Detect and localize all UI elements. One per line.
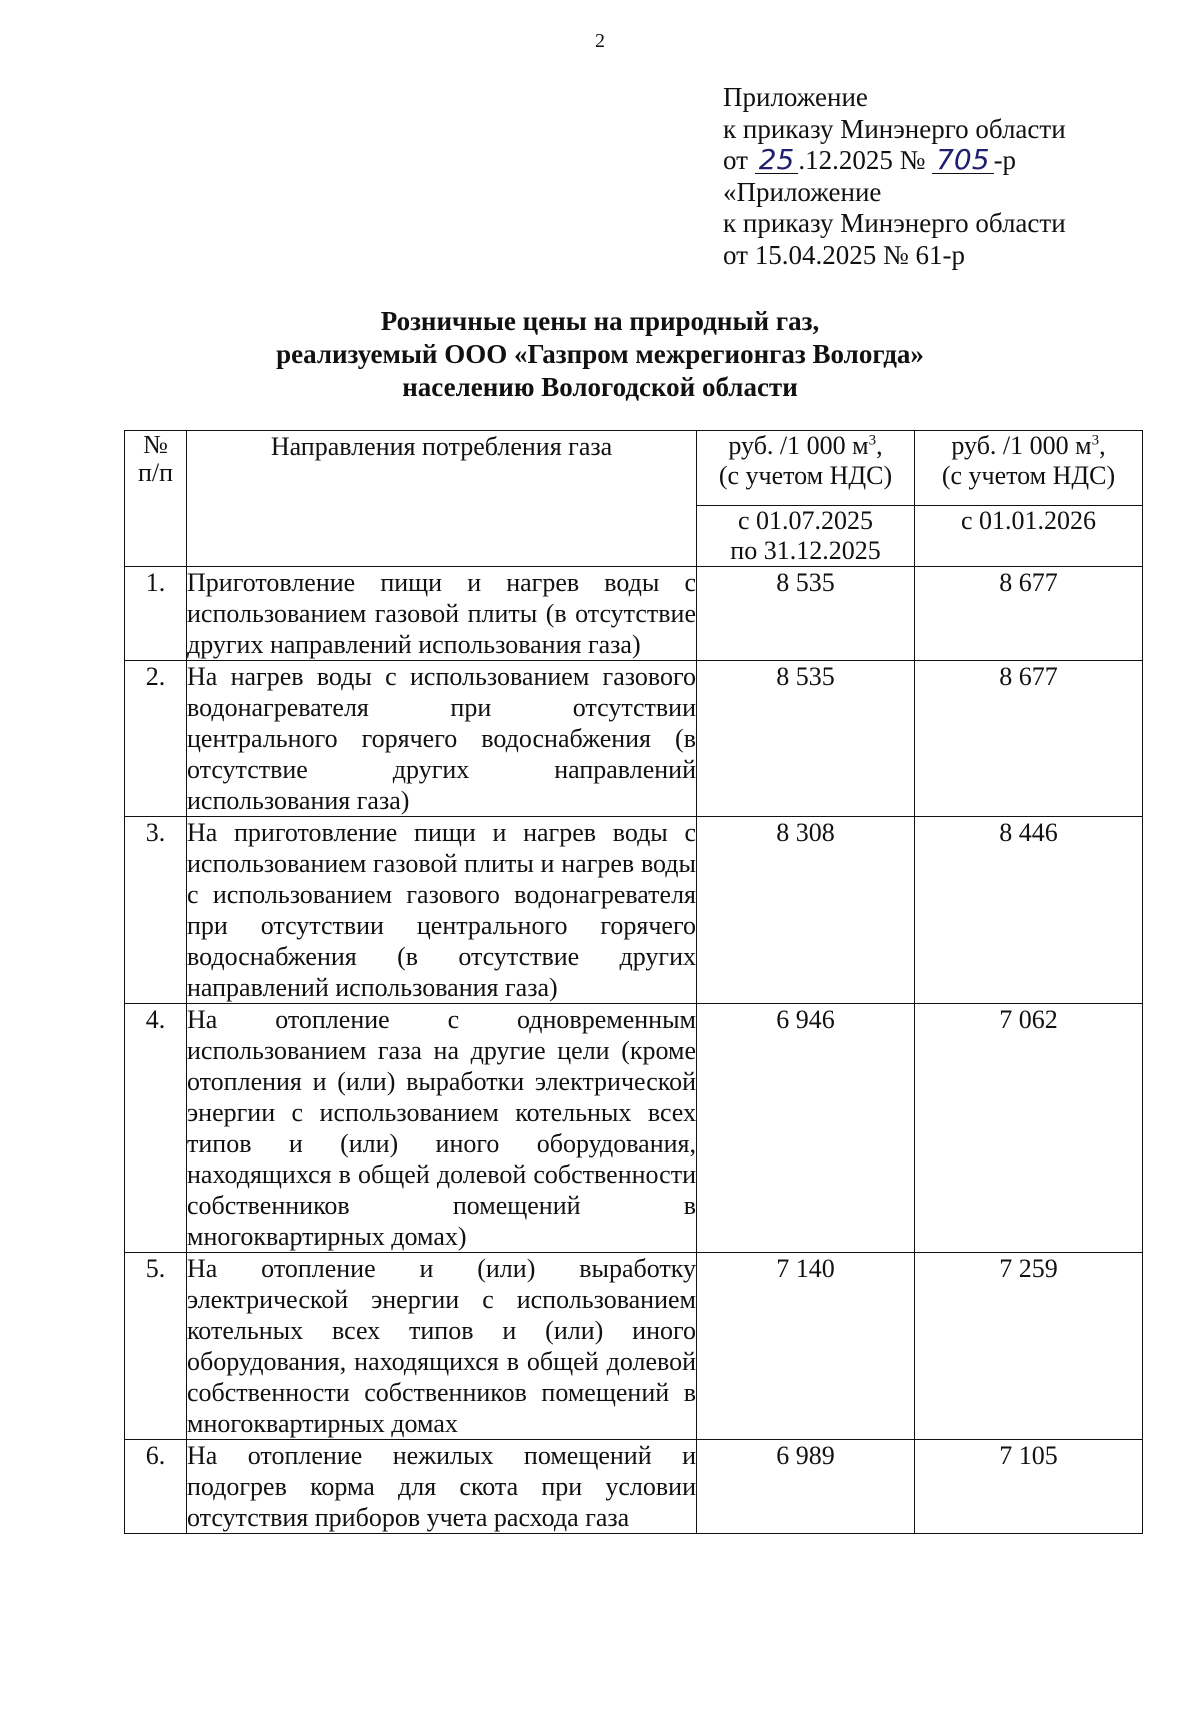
title-line-3: населению Вологодской области xyxy=(402,372,798,402)
period-1-end: по 31.12.2025 xyxy=(730,536,881,565)
document-title xyxy=(0,305,1200,404)
order-number-suffix: -р xyxy=(993,145,1017,175)
appendix-header xyxy=(723,82,1066,271)
handwritten-day: 25 xyxy=(755,147,799,174)
row-direction: На приготовление пищи и нагрев воды с использованием газовой плиты и нагрев воды с использованием газового водонагревателя при отсутствии центрального горячего водоснабжения (в отсутствие других направлений использования газа) xyxy=(187,818,696,1002)
original-order-reference: к приказу Минэнерго области xyxy=(723,208,1066,238)
table-row xyxy=(125,661,1143,817)
row-number: 1. xyxy=(125,567,187,661)
row-direction: На отопление и (или) выработку электрической энергии с использованием котельных всех типов и (или) иного оборудования, находящихся в общей долевой собственности собственников помещений в многоквартирных домах xyxy=(187,1254,696,1438)
row-price-period-2: 7 062 xyxy=(915,1004,1143,1253)
table-row xyxy=(125,1004,1143,1253)
row-direction: На нагрев воды с использованием газового водонагревателя при отсутствии центрального горячего водоснабжения (в отсутствие других направлений использования газа) xyxy=(187,662,696,815)
column-header-number xyxy=(125,431,187,567)
order-reference: к приказу Минэнерго области xyxy=(723,113,1066,144)
price-vat-label: (с учетом НДС) xyxy=(718,461,893,490)
row-price-period-2: 8 446 xyxy=(915,817,1143,1004)
row-price-period-1: 8 308 xyxy=(697,817,915,1004)
table-row xyxy=(125,567,1143,661)
row-price-period-1: 6 989 xyxy=(697,1440,915,1534)
title-line-2: реализуемый ООО «Газпром межрегионгаз Вологда» xyxy=(276,339,924,369)
column-header-price-1 xyxy=(697,431,915,506)
price-vat-label: (с учетом НДС) xyxy=(941,461,1116,490)
row-number: 2. xyxy=(125,661,187,817)
price-unit-comma: , xyxy=(1099,431,1106,460)
table-row xyxy=(125,1253,1143,1440)
row-price-period-1: 7 140 xyxy=(697,1253,915,1440)
column-header-price-2 xyxy=(915,431,1143,506)
price-unit-label: руб. /1 000 м xyxy=(728,431,869,460)
column-header-number-line2: п/п xyxy=(137,458,174,487)
row-price-period-1: 8 535 xyxy=(697,567,915,661)
row-price-period-2: 8 677 xyxy=(915,567,1143,661)
row-direction: Приготовление пищи и нагрев воды с использованием газовой плиты (в отсутствие других направлений использования газа) xyxy=(187,568,696,659)
order-date-number xyxy=(723,145,1066,177)
period-header-2: с 01.01.2026 xyxy=(915,506,1143,567)
row-price-period-2: 7 259 xyxy=(915,1253,1143,1440)
row-number: 4. xyxy=(125,1004,187,1253)
row-price-period-1: 6 946 xyxy=(697,1004,915,1253)
row-price-period-2: 8 677 xyxy=(915,661,1143,817)
price-unit-comma: , xyxy=(876,431,883,460)
table-row xyxy=(125,817,1143,1004)
order-date-prefix: от xyxy=(723,145,755,175)
title-line-1: Розничные цены на природный газ, xyxy=(380,306,820,336)
row-number: 5. xyxy=(125,1253,187,1440)
price-table xyxy=(124,430,1143,1534)
column-header-direction: Направления потребления газа xyxy=(187,431,697,567)
order-date-middle: .12.2025 № xyxy=(798,145,933,175)
appendix-label: Приложение xyxy=(723,82,868,112)
row-number: 6. xyxy=(125,1440,187,1534)
row-price-period-2: 7 105 xyxy=(915,1440,1143,1534)
original-order-date: от 15.04.2025 № 61-р xyxy=(723,239,965,270)
row-number: 3. xyxy=(125,817,187,1004)
price-unit-superscript: 3 xyxy=(1091,432,1100,449)
price-unit-superscript: 3 xyxy=(868,432,877,449)
handwritten-order-number: 705 xyxy=(932,147,993,174)
original-appendix-label: «Приложение xyxy=(723,176,882,207)
column-header-number-line1: № xyxy=(143,430,168,459)
row-direction: На отопление нежилых помещений и подогрев корма для скота при условии отсутствия приборов учета расхода газа xyxy=(187,1441,696,1532)
table-row xyxy=(125,1440,1143,1534)
row-direction: На отопление с одновременным использованием газа на другие цели (кроме отопления и (или) выработки электрической энергии с использованием котельных всех типов и (или) иного оборудования, находящихся в общей долевой собственности собственников помещений в многоквартирных домах) xyxy=(187,1005,696,1251)
row-price-period-1: 8 535 xyxy=(697,661,915,817)
table-header-row xyxy=(125,431,1143,506)
period-header-1 xyxy=(697,506,915,567)
period-1-start: с 01.07.2025 xyxy=(737,506,874,535)
page-number: 2 xyxy=(595,30,605,52)
price-unit-label: руб. /1 000 м xyxy=(951,431,1092,460)
